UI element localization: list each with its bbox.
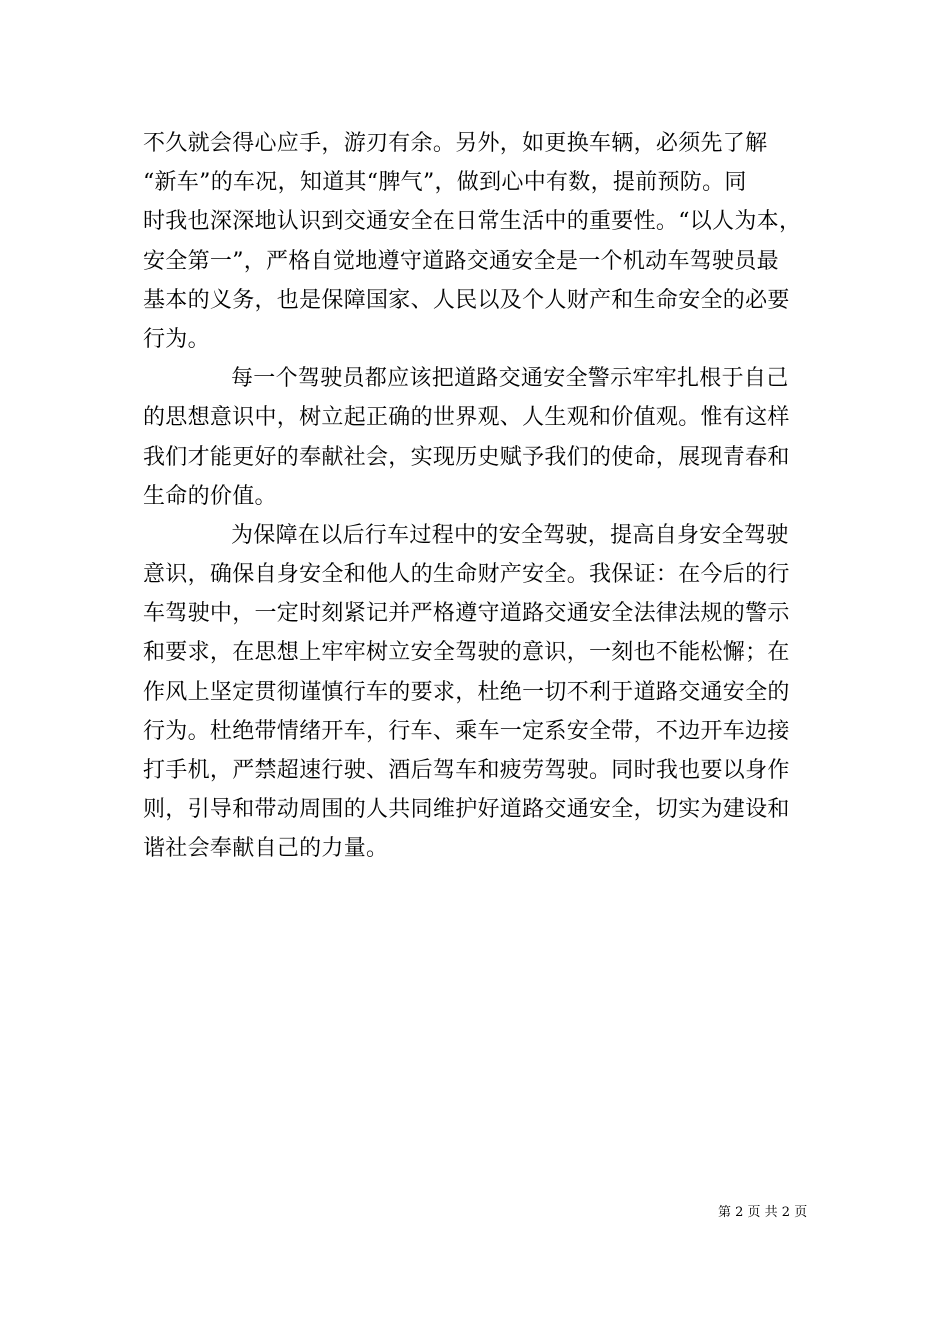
text-line: 意识，确保自身安全和他人的生命财产安全。我保证：在今后的行: [143, 562, 790, 588]
text-line: 行为。杜绝带情绪开车，行车、乘车一定系安全带，不边开车边接: [143, 718, 790, 744]
text-line: 则，引导和带动周围的人共同维护好道路交通安全，切实为建设和: [143, 797, 790, 823]
text-line: 行为。: [143, 326, 210, 352]
paragraph-first-line: 为保障在以后行车过程中的安全驾驶，提高自身安全驾驶: [231, 522, 789, 548]
document-body: [143, 124, 813, 869]
text-line: 谐社会奉献自己的力量。: [143, 836, 389, 862]
text-line: 基本的义务，也是保障国家、人民以及个人财产和生命安全的必要: [143, 287, 790, 313]
text-line: 车驾驶中，一定时刻紧记并严格遵守道路交通安全法律法规的警示: [143, 601, 790, 627]
text-line: 安全第一”，严格自觉地遵守道路交通安全是一个机动车驾驶员最: [143, 248, 779, 274]
text-line: 时我也深深地认识到交通安全在日常生活中的重要性。“以人为本，: [143, 209, 802, 235]
text-line: 不久就会得心应手，游刃有余。另外，如更换车辆，必须先了解: [143, 131, 768, 156]
text-line: 打手机，严禁超速行驶、酒后驾车和疲劳驾驶。同时我也要以身作: [143, 758, 790, 783]
text-line: 和要求，在思想上牢牢树立安全驾驶的意识，一刻也不能松懈；在: [143, 640, 790, 666]
text-line: “新车”的车况，知道其“脾气”，做到心中有数，提前预防。同: [143, 170, 747, 196]
text-line: 的思想意识中，树立起正确的世界观、人生观和价值观。惟有这样: [143, 405, 790, 431]
text-line: 我们才能更好的奉献社会，实现历史赋予我们的使命，展现青春和: [143, 444, 790, 470]
text-line: 生命的价值。: [143, 483, 277, 509]
text-line: 作风上坚定贯彻谨慎行车的要求，杜绝一切不利于道路交通安全的: [143, 679, 790, 705]
paragraph-first-line: 每一个驾驶员都应该把道路交通安全警示牢牢扎根于自己: [231, 366, 789, 392]
page-number-footer: 第 2 页 共 2 页: [718, 1205, 808, 1220]
